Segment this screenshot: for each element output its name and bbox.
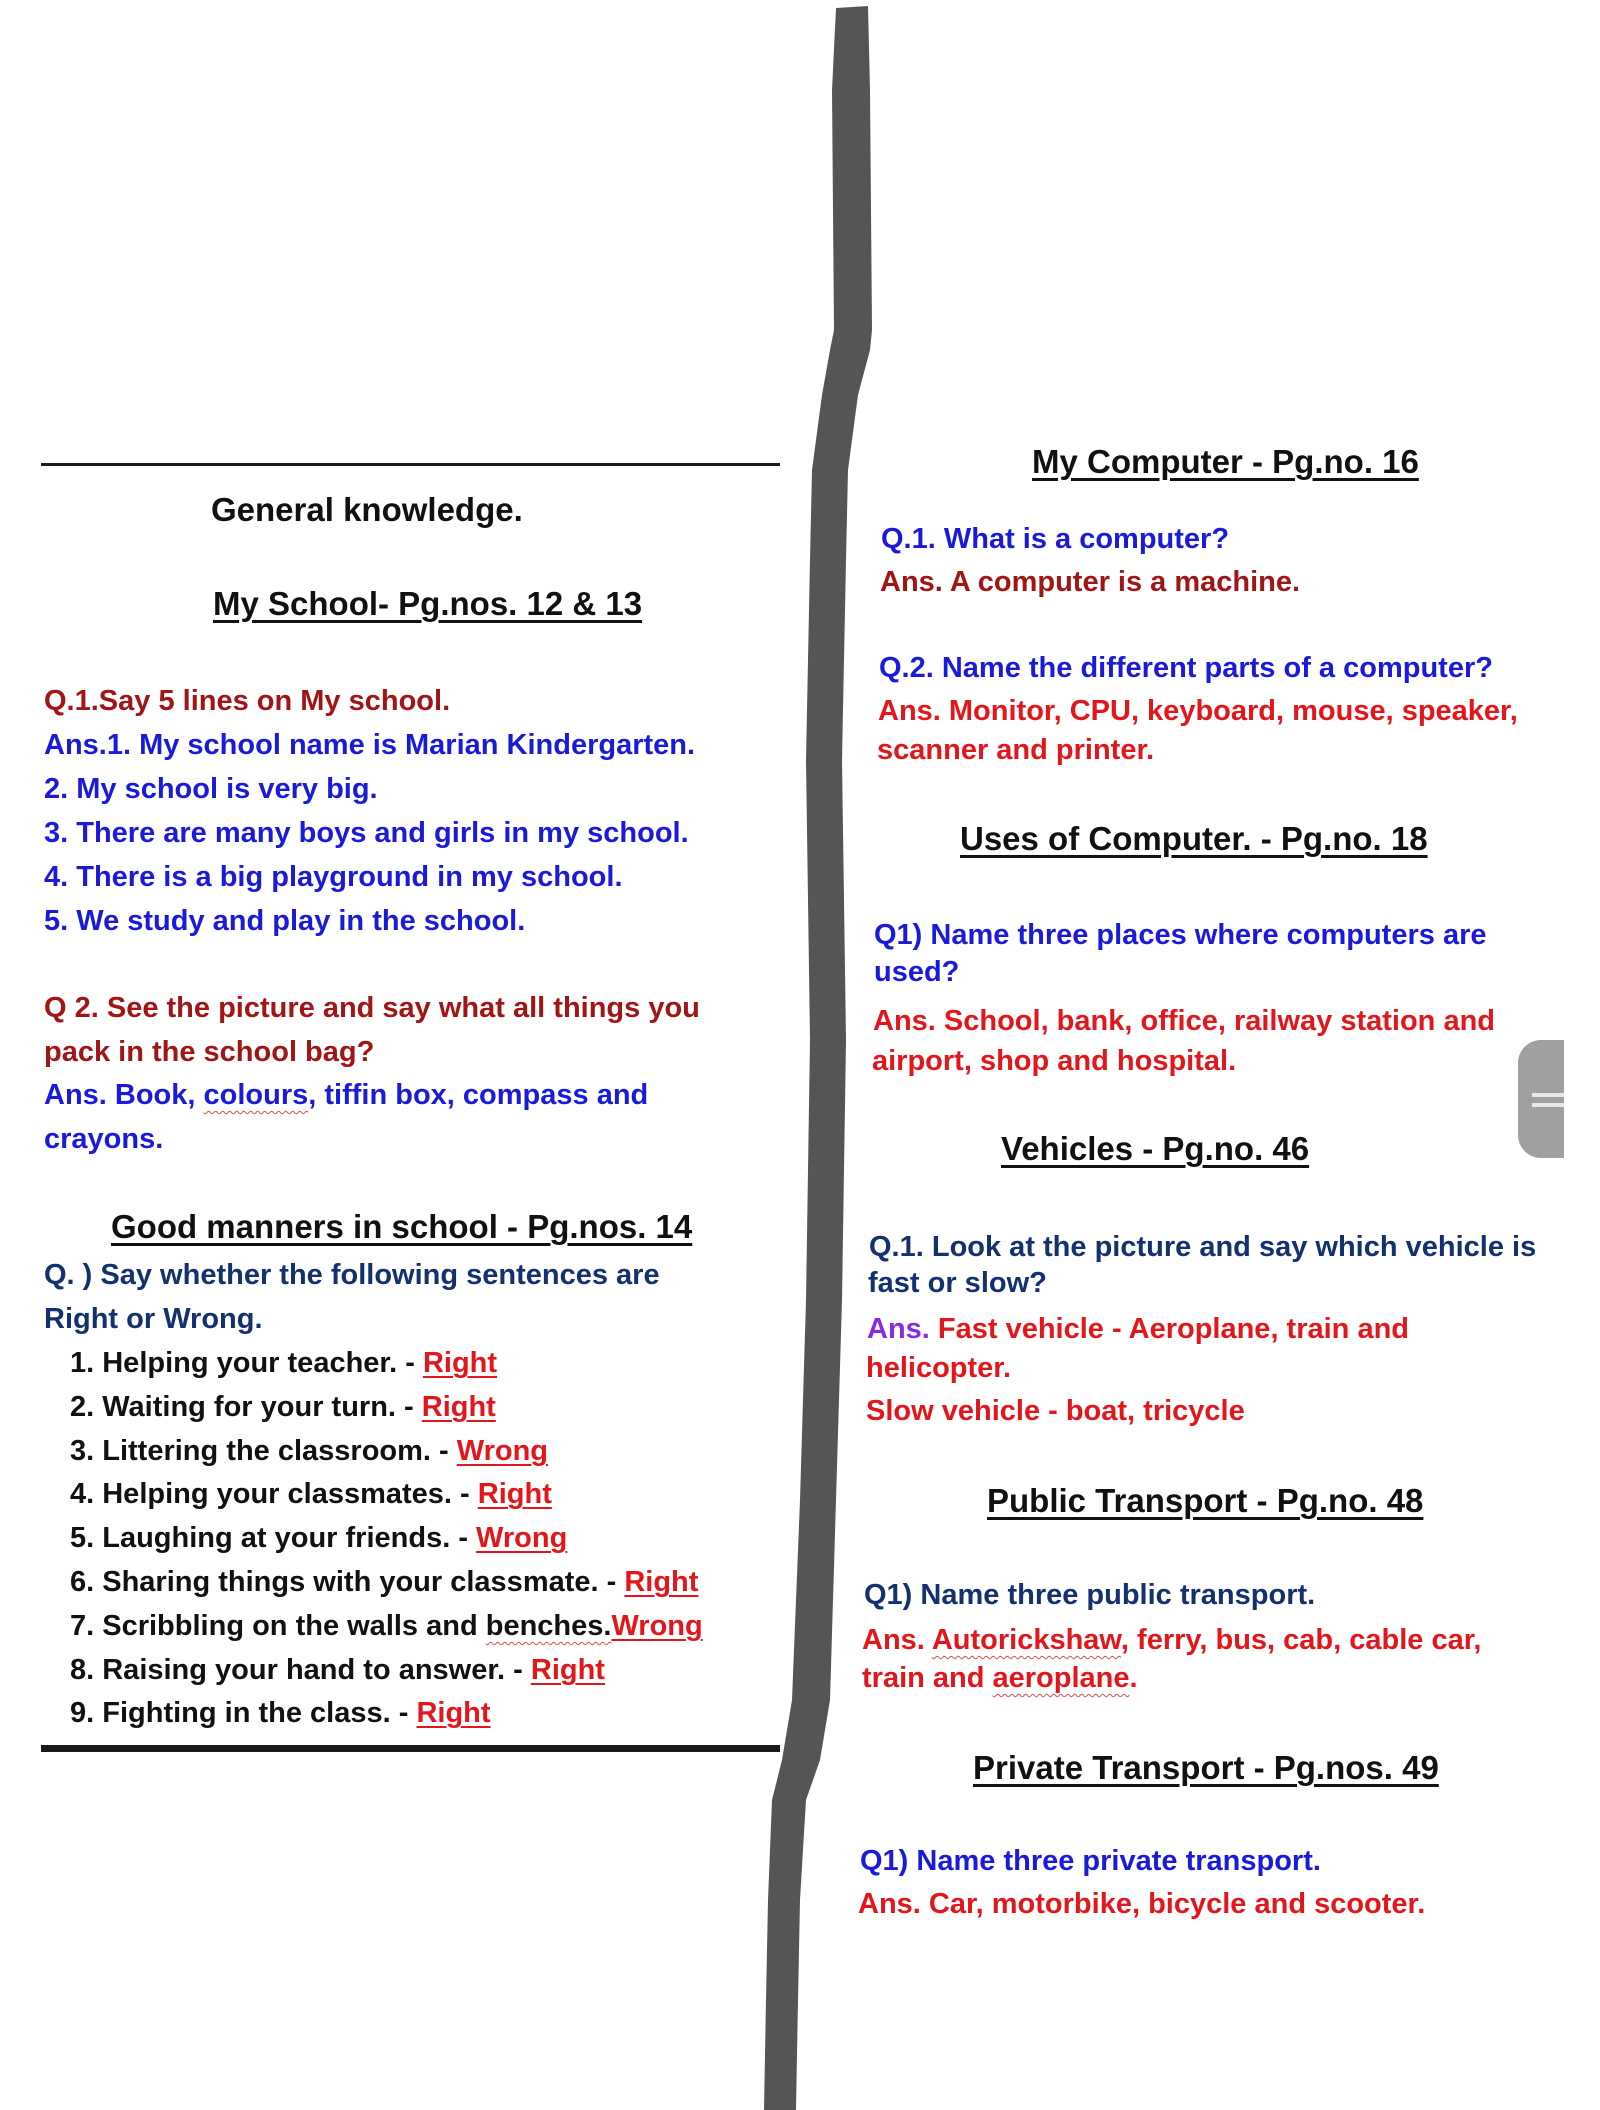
manners-item-text: 8. Raising your hand to answer. - [70, 1654, 531, 1686]
section-heading-public-transport: Public Transport - Pg.no. 48 [987, 1482, 1424, 1519]
answer-1-line: 2. My school is very big. [44, 773, 378, 805]
computer-answer-1: Ans. A computer is a machine. [880, 566, 1301, 598]
manners-item-text: 2. Waiting for your turn. - [70, 1391, 422, 1423]
manners-item-text: 3. Littering the classroom. - [70, 1435, 457, 1467]
answer-prefix: Ans. [867, 1313, 930, 1345]
uses-answer-line: Ans. School, bank, office, railway station and [873, 1005, 1496, 1037]
section-heading-private-transport: Private Transport - Pg.nos. 49 [973, 1749, 1439, 1786]
answer-line2-end: . [1129, 1662, 1138, 1694]
uses-answer-line: airport, shop and hospital. [872, 1045, 1237, 1077]
manners-item-answer: Right [416, 1697, 491, 1729]
section-heading-vehicles: Vehicles - Pg.no. 46 [1001, 1130, 1310, 1167]
computer-answer-2-line: Ans. Monitor, CPU, keyboard, mouse, speaker, [878, 695, 1518, 727]
manners-item [70, 1521, 567, 1555]
computer-question-1: Q.1. What is a computer? [881, 523, 1230, 555]
private-question: Q1) Name three private transport. [860, 1845, 1321, 1877]
manners-item-text: 4. Helping your classmates. - [70, 1478, 478, 1510]
manners-item-answer: Right [421, 1391, 496, 1423]
vehicles-answer-line [867, 1312, 1409, 1346]
computer-question-2: Q.2. Name the different parts of a computer? [879, 652, 1493, 684]
manners-item-text: 1. Helping your teacher. - [70, 1347, 423, 1379]
answer-2-line: crayons. [44, 1123, 164, 1155]
vehicles-question-line: Q.1. Look at the picture and say which vehicle is [869, 1231, 1537, 1263]
manners-item-text: 7. Scribbling on the walls and [70, 1610, 486, 1642]
answer-1-line: 5. We study and play in the school. [44, 905, 526, 937]
spellcheck-word: Autorickshaw [931, 1624, 1121, 1656]
public-answer-line [862, 1661, 1138, 1695]
public-answer-line [862, 1623, 1481, 1657]
section-heading-my-computer: My Computer - Pg.no. 16 [1032, 443, 1419, 480]
spellcheck-word: aeroplane [992, 1662, 1130, 1694]
computer-answer-2-line: scanner and printer. [877, 734, 1155, 766]
answer-rest: , ferry, bus, cab, cable car, [1120, 1624, 1482, 1656]
bottom-rule [41, 1745, 780, 1752]
handle-grip-icon [1532, 1103, 1564, 1107]
section-heading-my-school: My School- Pg.nos. 12 & 13 [213, 585, 643, 622]
manners-item-text: 9. Fighting in the class. - [70, 1697, 417, 1729]
side-panel-handle[interactable] [1518, 1040, 1564, 1158]
manners-item-answer: Right [422, 1347, 498, 1379]
handle-grip-icon [1532, 1093, 1564, 1097]
answer-2-rest: , tiffin box, compass and [308, 1079, 649, 1111]
vehicles-answer-line: Slow vehicle - boat, tricycle [866, 1395, 1245, 1427]
section-heading-uses-of-computer: Uses of Computer. - Pg.no. 18 [960, 820, 1428, 857]
manners-item-answer: Right [530, 1654, 605, 1686]
answer-2-line [44, 1078, 648, 1112]
answer-1-line: 3. There are many boys and girls in my school. [44, 817, 689, 849]
private-answer: Ans. Car, motorbike, bicycle and scooter. [858, 1888, 1426, 1920]
manners-item [70, 1609, 703, 1643]
manners-item [70, 1390, 496, 1424]
manners-item [70, 1434, 548, 1468]
manners-item [70, 1565, 698, 1599]
spellcheck-word: colours [203, 1079, 309, 1111]
manners-item-answer: Wrong [476, 1522, 568, 1554]
instruction-line: Right or Wrong. [44, 1303, 263, 1335]
manners-item-answer: Right [477, 1478, 552, 1510]
manners-item [70, 1477, 552, 1511]
answer-prefix: Ans. [862, 1624, 932, 1656]
manners-item-text: 5. Laughing at your friends. - [70, 1522, 477, 1554]
vehicles-question-line: fast or slow? [868, 1267, 1047, 1299]
answer-1-line: Ans.1. My school name is Marian Kindergarten. [44, 729, 696, 761]
manners-item-text: 6. Sharing things with your classmate. - [70, 1566, 625, 1598]
vehicles-answer-line: helicopter. [866, 1352, 1012, 1384]
spellcheck-word: benches. [485, 1610, 612, 1642]
question-2-line: pack in the school bag? [44, 1036, 375, 1068]
answer-1-line: 4. There is a big playground in my school. [44, 861, 623, 893]
fast-vehicles: Fast vehicle - Aeroplane, train and [929, 1313, 1410, 1345]
manners-item [70, 1696, 491, 1730]
manners-item [70, 1346, 497, 1380]
section-heading-good-manners: Good manners in school - Pg.nos. 14 [111, 1208, 693, 1245]
instruction-line: Q. ) Say whether the following sentences are [44, 1259, 660, 1291]
uses-question-line: Q1) Name three places where computers are [874, 919, 1487, 951]
answer-2-prefix: Ans. Book, [44, 1079, 204, 1111]
question-1: Q.1.Say 5 lines on My school. [44, 685, 451, 717]
public-question: Q1) Name three public transport. [864, 1579, 1316, 1611]
manners-item-answer: Wrong [611, 1610, 703, 1642]
question-2-line: Q 2. See the picture and say what all things you [44, 992, 700, 1024]
answer-line2-prefix: train and [862, 1662, 993, 1694]
uses-question-line: used? [874, 956, 960, 988]
top-rule [41, 463, 780, 466]
manners-item-answer: Wrong [456, 1435, 549, 1467]
page-title: General knowledge. [211, 491, 523, 528]
manners-item [70, 1653, 605, 1687]
manners-item-answer: Right [624, 1566, 699, 1598]
